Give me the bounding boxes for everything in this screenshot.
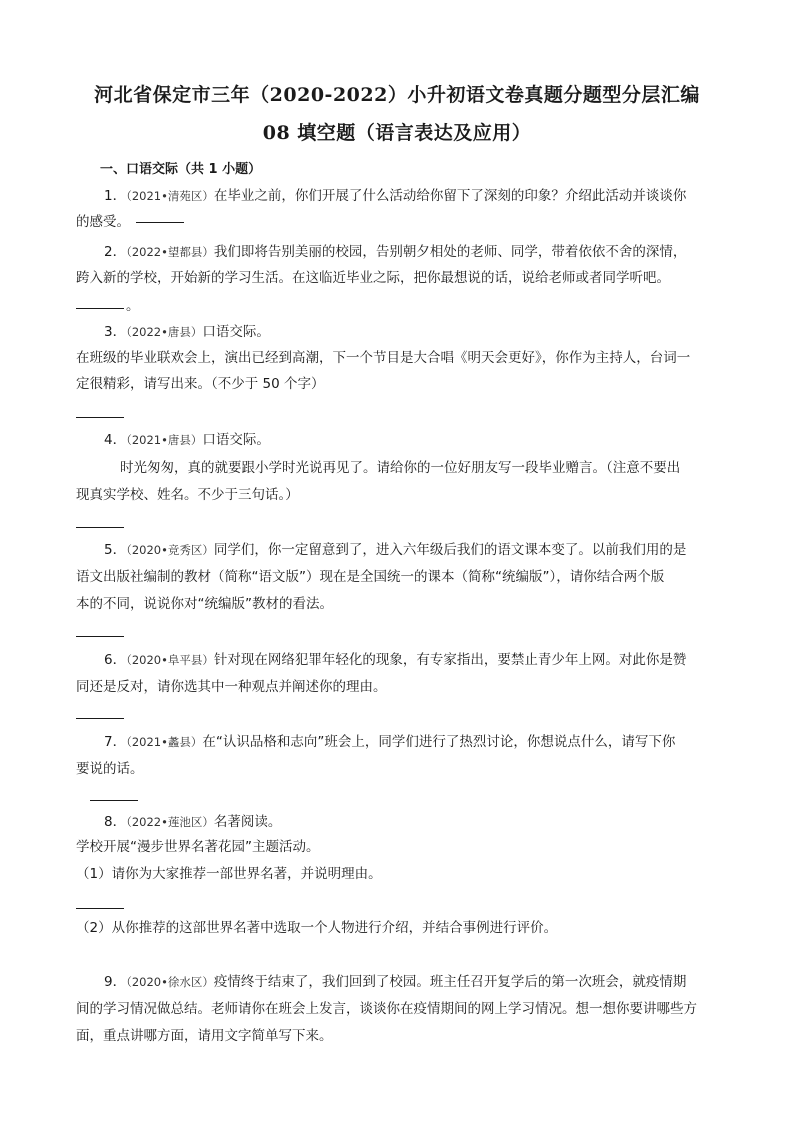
- question-8-sub2: （2）从你推荐的这部世界名著中选取一个人物进行介绍，并结合事例进行评价。: [76, 920, 558, 936]
- question-9-line2: 间的学习情况做总结。老师请你在班会上发言，谈谈你在疫情期间的网上学习情况。想一想你要讲哪些方: [76, 1001, 697, 1017]
- question-2-line2: 跨入新的学校，开始新的学习生活。在这临近毕业之际，把你最想说的话，说给老师或者同学听吧。: [76, 270, 670, 286]
- question-9-line1: 9．（2020•徐水区）疫情终于结束了，我们回到了校园。班主任召开复学后的第一次班会，就疫情期: [104, 974, 687, 990]
- question-4-line3: 现真实学校、姓名。不少于三句话。）: [76, 487, 299, 503]
- question-1-line1: 1．（2021•清苑区）在毕业之前，你们开展了什么活动给你留下了深刻的印象？介绍此活动并谈谈你: [104, 188, 687, 204]
- question-7-line1: 7．（2021•蠡县）在“认识品格和志向”班会上，同学们进行了热烈讨论，你想说点什么，请写下你: [104, 734, 676, 750]
- question-8-sub1: （1）请你为大家推荐一部世界名著，并说明理由。: [76, 866, 382, 882]
- question-4-line2: 时光匆匆，真的就要跟小学时光说再见了。请给你的一位好朋友写一段毕业赠言。（注意不要出: [120, 460, 681, 476]
- question-2-tail: 。: [126, 298, 140, 314]
- question-8-line1: 8．（2022•莲池区）名著阅读。: [104, 814, 282, 830]
- answer-blank[interactable]: [76, 308, 124, 309]
- answer-blank[interactable]: [76, 417, 124, 418]
- question-7-line2: 要说的话。: [76, 761, 144, 777]
- document-title-line1: 河北省保定市三年（2020-2022）小升初语文卷真题分题型分层汇编: [94, 84, 700, 106]
- question-4-line1: 4．（2021•唐县）口语交际。: [104, 432, 270, 448]
- question-6-line1: 6．（2020•阜平县）针对现在网络犯罪年轻化的现象，有专家指出，要禁止青少年上网。对此你是赞: [104, 652, 687, 668]
- question-5-line1: 5．（2020•竞秀区）同学们，你一定留意到了，进入六年级后我们的语文课本变了。以前我们用的是: [104, 542, 687, 558]
- question-5-line3: 本的不同，说说你对“统编版”教材的看法。: [76, 596, 333, 612]
- question-2-line1: 2．（2022•望都县）我们即将告别美丽的校园，告别朝夕相处的老师、同学，带着依依不舍的深情，: [104, 244, 687, 260]
- answer-blank[interactable]: [76, 718, 124, 719]
- document-title-line2: 08 填空题（语言表达及应用）: [262, 122, 532, 144]
- answer-blank[interactable]: [90, 800, 138, 801]
- answer-blank[interactable]: [76, 527, 124, 528]
- answer-blank[interactable]: [76, 636, 124, 637]
- answer-blank[interactable]: [136, 221, 184, 223]
- question-6-line2: 同还是反对，请你选其中一种观点并阐述你的理由。: [76, 679, 387, 695]
- question-3-line1: 3．（2022•唐县）口语交际。: [104, 324, 270, 340]
- question-9-line3: 面，重点讲哪方面，请用文字简单写下来。: [76, 1028, 333, 1044]
- question-5-line2: 语文出版社编制的教材（简称“语文版”）现在是全国统一的课本（简称“统编版”），请你结合两个版: [76, 569, 665, 585]
- question-1-line2: 的感受。: [76, 212, 726, 232]
- question-3-line2: 在班级的毕业联欢会上，演出已经到高潮，下一个节目是大合唱《明天会更好》，你作为主持人，台词一: [76, 350, 691, 366]
- section-heading: 一、口语交际（共 1 小题）: [100, 162, 262, 177]
- answer-blank[interactable]: [76, 908, 124, 909]
- question-3-line3: 定很精彩，请写出来。（不少于 50 个字）: [76, 376, 325, 392]
- question-8-line2: 学校开展“漫步世界名著花园”主题活动。: [76, 839, 320, 855]
